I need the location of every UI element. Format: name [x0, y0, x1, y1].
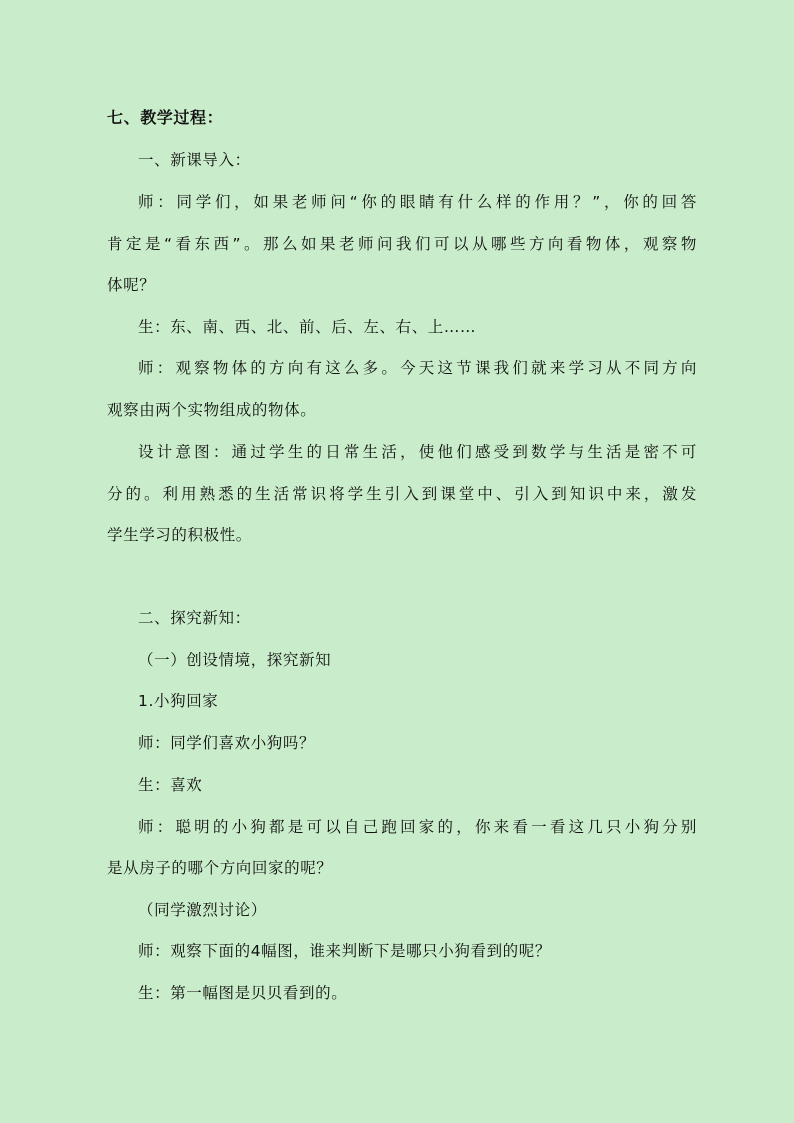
item-heading: 1.小狗回家	[138, 692, 219, 710]
paragraph-line: 分的。利用熟悉的生活常识将学生引入到课堂中、引入到知识中来，激发	[107, 485, 697, 503]
paragraph-line: 师：观察下面的4幅图，谁来判断下是哪只小狗看到的呢？	[138, 942, 551, 960]
paragraph-line: 观察由两个实物组成的物体。	[107, 401, 317, 419]
paragraph-line: 生：东、南、西、北、前、后、左、右、上……	[138, 318, 477, 336]
paragraph-line: 师：同学们，如果老师问“你的眼睛有什么样的作用？”，你的回答	[138, 193, 697, 211]
paragraph-line: （同学激烈讨论）	[138, 901, 267, 919]
paragraph-line: 设计意图：通过学生的日常生活，使他们感受到数学与生活是密不可	[138, 443, 697, 461]
paragraph-line: 生：第一幅图是贝贝看到的。	[138, 984, 348, 1002]
paragraph-line: 体呢？	[107, 276, 156, 294]
subsection-heading: 一、新课导入：	[138, 151, 251, 169]
section-heading: 七、教学过程：	[107, 108, 224, 127]
paragraph-line: 肯定是“看东西”。那么如果老师问我们可以从哪些方向看物体，观察物	[107, 235, 697, 253]
paragraph-line: 学生学习的积极性。	[107, 526, 252, 544]
sub-subsection-heading: （一）创设情境，探究新知	[138, 651, 332, 669]
subsection-heading: 二、探究新知：	[138, 609, 251, 627]
paragraph-line: 生：喜欢	[138, 776, 203, 794]
paragraph-line: 师：观察物体的方向有这么多。今天这节课我们就来学习从不同方向	[138, 359, 697, 377]
paragraph-line: 师：同学们喜欢小狗吗？	[138, 734, 316, 752]
paragraph-line: 是从房子的哪个方向回家的呢？	[107, 859, 333, 877]
paragraph-line: 师：聪明的小狗都是可以自己跑回家的，你来看一看这几只小狗分别	[138, 818, 697, 836]
